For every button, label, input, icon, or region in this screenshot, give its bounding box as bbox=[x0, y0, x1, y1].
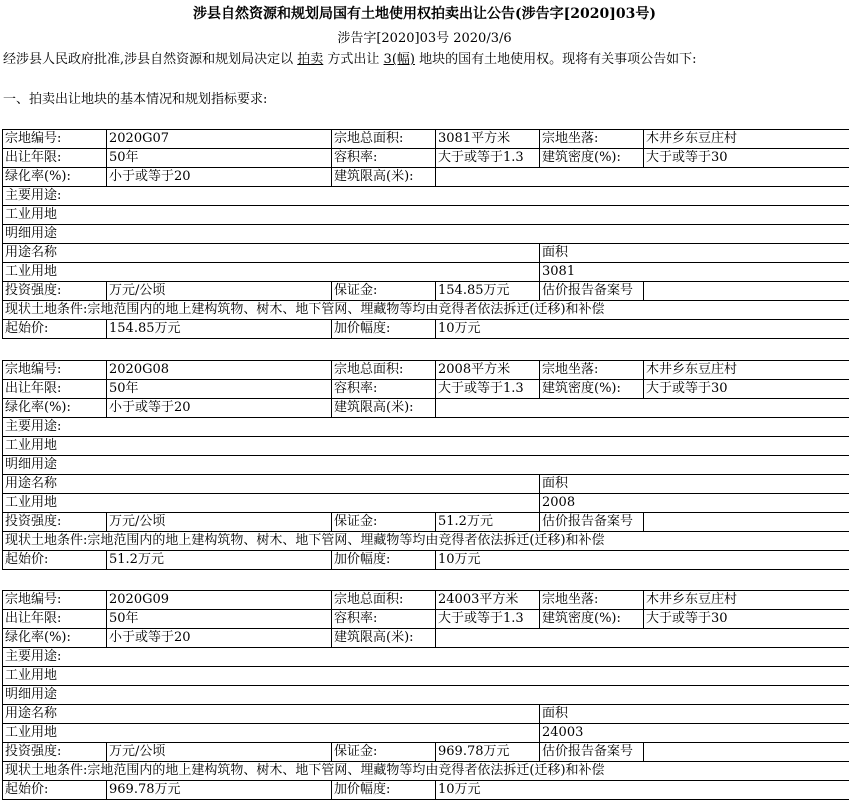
label-far: 容积率: bbox=[332, 149, 436, 168]
table-row bbox=[3, 225, 849, 244]
document-number-date: 涉告字[2020]03号 2020/3/6 bbox=[337, 31, 512, 46]
increment-value: 10万元 bbox=[436, 781, 849, 800]
label-total-area: 宗地总面积: bbox=[332, 130, 436, 149]
term-value: 50年 bbox=[107, 610, 332, 629]
far-value: 大于或等于1.3 bbox=[436, 610, 540, 629]
label-parcel-no: 宗地编号: bbox=[3, 130, 107, 149]
area-value: 2008 bbox=[540, 494, 849, 513]
investment-value: 万元/公顷 bbox=[107, 282, 332, 301]
label-detail-use: 明细用途 bbox=[3, 225, 849, 244]
table-row bbox=[3, 629, 849, 648]
table-row bbox=[3, 610, 849, 629]
label-height: 建筑限高(米): bbox=[332, 399, 436, 418]
table-row bbox=[3, 591, 849, 610]
label-deposit: 保证金: bbox=[332, 743, 436, 762]
parcel-no-value: 2020G08 bbox=[107, 361, 332, 380]
label-use-name: 用途名称 bbox=[3, 475, 540, 494]
green-value: 小于或等于20 bbox=[107, 629, 332, 648]
status-row bbox=[3, 762, 849, 781]
table-row bbox=[3, 149, 849, 168]
label-location: 宗地坐落: bbox=[540, 591, 644, 610]
table-row bbox=[3, 494, 849, 513]
table-row bbox=[3, 456, 849, 475]
deposit-value: 51.2万元 bbox=[436, 513, 540, 532]
label-total-area: 宗地总面积: bbox=[332, 361, 436, 380]
label-appraisal: 估价报告备案号 bbox=[540, 513, 644, 532]
label-density: 建筑密度(%): bbox=[540, 380, 644, 399]
label-area: 面积 bbox=[540, 244, 849, 263]
label-term: 出让年限: bbox=[3, 610, 107, 629]
table-row bbox=[3, 667, 849, 686]
label-appraisal: 估价报告备案号 bbox=[540, 282, 644, 301]
term-value: 50年 bbox=[107, 149, 332, 168]
parcel-no-value: 2020G09 bbox=[107, 591, 332, 610]
label-deposit: 保证金: bbox=[332, 513, 436, 532]
main-use-value: 工业用地 bbox=[3, 206, 849, 225]
start-price-value: 154.85万元 bbox=[107, 320, 332, 339]
label-area: 面积 bbox=[540, 475, 849, 494]
table-row bbox=[3, 168, 849, 187]
height-value bbox=[436, 168, 849, 187]
label-far: 容积率: bbox=[332, 610, 436, 629]
table-row bbox=[3, 743, 849, 762]
green-value: 小于或等于20 bbox=[107, 399, 332, 418]
label-start-price: 起始价: bbox=[3, 551, 107, 570]
label-status: 现状土地条件: bbox=[5, 763, 88, 778]
table-row bbox=[3, 130, 849, 149]
total-area-value: 3081平方米 bbox=[436, 130, 540, 149]
label-area: 面积 bbox=[540, 705, 849, 724]
area-value: 3081 bbox=[540, 263, 849, 282]
label-start-price: 起始价: bbox=[3, 320, 107, 339]
label-green: 绿化率(%): bbox=[3, 629, 107, 648]
label-investment: 投资强度: bbox=[3, 513, 107, 532]
label-start-price: 起始价: bbox=[3, 781, 107, 800]
table-row bbox=[3, 418, 849, 437]
label-increment: 加价幅度: bbox=[332, 551, 436, 570]
parcel-count: 3(幅) bbox=[383, 52, 415, 67]
use-name-value: 工业用地 bbox=[3, 724, 540, 743]
label-investment: 投资强度: bbox=[3, 743, 107, 762]
intro-text-1: 经涉县人民政府批准,涉县自然资源和规划局决定以 bbox=[3, 52, 298, 67]
label-status: 现状土地条件: bbox=[5, 533, 88, 548]
page-title: 涉县自然资源和规划局国有土地使用权拍卖出让公告(涉告字[2020]03号) bbox=[193, 6, 656, 22]
label-main-use: 主要用途: bbox=[3, 418, 849, 437]
label-height: 建筑限高(米): bbox=[332, 168, 436, 187]
label-appraisal: 估价报告备案号 bbox=[540, 743, 644, 762]
table-row bbox=[3, 301, 849, 320]
density-value: 大于或等于30 bbox=[644, 149, 849, 168]
parcel-no-value: 2020G07 bbox=[107, 130, 332, 149]
table-row bbox=[3, 648, 849, 667]
table-row bbox=[3, 320, 849, 339]
label-parcel-no: 宗地编号: bbox=[3, 591, 107, 610]
table-row bbox=[3, 475, 849, 494]
density-value: 大于或等于30 bbox=[644, 610, 849, 629]
height-value bbox=[436, 629, 849, 648]
start-price-value: 51.2万元 bbox=[107, 551, 332, 570]
appraisal-value bbox=[644, 282, 849, 301]
term-value: 50年 bbox=[107, 380, 332, 399]
table-row bbox=[3, 437, 849, 456]
parcel-table bbox=[2, 590, 849, 800]
increment-value: 10万元 bbox=[436, 551, 849, 570]
status-value: 宗地范围内的地上建构筑物、树木、地下管网、埋藏物等均由竞得者依法拆迁(迁移)和补偿 bbox=[87, 533, 605, 548]
deposit-value: 969.78万元 bbox=[436, 743, 540, 762]
area-value: 24003 bbox=[540, 724, 849, 743]
label-increment: 加价幅度: bbox=[332, 320, 436, 339]
main-use-value: 工业用地 bbox=[3, 667, 849, 686]
label-use-name: 用途名称 bbox=[3, 244, 540, 263]
appraisal-value bbox=[644, 513, 849, 532]
intro-paragraph bbox=[3, 51, 696, 69]
label-green: 绿化率(%): bbox=[3, 168, 107, 187]
table-row bbox=[3, 781, 849, 800]
table-row bbox=[3, 206, 849, 225]
label-use-name: 用途名称 bbox=[3, 705, 540, 724]
parcel-table bbox=[2, 129, 849, 339]
label-deposit: 保证金: bbox=[332, 282, 436, 301]
far-value: 大于或等于1.3 bbox=[436, 149, 540, 168]
label-increment: 加价幅度: bbox=[332, 781, 436, 800]
far-value: 大于或等于1.3 bbox=[436, 380, 540, 399]
table-row bbox=[3, 532, 849, 551]
label-far: 容积率: bbox=[332, 380, 436, 399]
label-investment: 投资强度: bbox=[3, 282, 107, 301]
table-row bbox=[3, 399, 849, 418]
increment-value: 10万元 bbox=[436, 320, 849, 339]
label-term: 出让年限: bbox=[3, 380, 107, 399]
label-main-use: 主要用途: bbox=[3, 648, 849, 667]
label-main-use: 主要用途: bbox=[3, 187, 849, 206]
use-name-value: 工业用地 bbox=[3, 494, 540, 513]
investment-value: 万元/公顷 bbox=[107, 513, 332, 532]
green-value: 小于或等于20 bbox=[107, 168, 332, 187]
table-row bbox=[3, 724, 849, 743]
location-value: 木井乡东豆庄村 bbox=[644, 591, 849, 610]
table-row bbox=[3, 361, 849, 380]
use-name-value: 工业用地 bbox=[3, 263, 540, 282]
table-row bbox=[3, 513, 849, 532]
total-area-value: 2008平方米 bbox=[436, 361, 540, 380]
label-detail-use: 明细用途 bbox=[3, 456, 849, 475]
status-row bbox=[3, 301, 849, 320]
total-area-value: 24003平方米 bbox=[436, 591, 540, 610]
location-value: 木井乡东豆庄村 bbox=[644, 361, 849, 380]
table-row bbox=[3, 551, 849, 570]
status-row bbox=[3, 532, 849, 551]
table-row bbox=[3, 380, 849, 399]
label-status: 现状土地条件: bbox=[5, 302, 88, 317]
table-row bbox=[3, 705, 849, 724]
label-green: 绿化率(%): bbox=[3, 399, 107, 418]
table-row bbox=[3, 187, 849, 206]
intro-text-2: 方式出让 bbox=[323, 52, 384, 67]
label-height: 建筑限高(米): bbox=[332, 629, 436, 648]
main-use-value: 工业用地 bbox=[3, 437, 849, 456]
appraisal-value bbox=[644, 743, 849, 762]
table-row bbox=[3, 282, 849, 301]
start-price-value: 969.78万元 bbox=[107, 781, 332, 800]
sale-method: 拍卖 bbox=[297, 52, 324, 67]
status-value: 宗地范围内的地上建构筑物、树木、地下管网、埋藏物等均由竞得者依法拆迁(迁移)和补偿 bbox=[87, 302, 605, 317]
height-value bbox=[436, 399, 849, 418]
parcel-table bbox=[2, 360, 849, 570]
label-detail-use: 明细用途 bbox=[3, 686, 849, 705]
deposit-value: 154.85万元 bbox=[436, 282, 540, 301]
label-term: 出让年限: bbox=[3, 149, 107, 168]
label-parcel-no: 宗地编号: bbox=[3, 361, 107, 380]
investment-value: 万元/公顷 bbox=[107, 743, 332, 762]
label-density: 建筑密度(%): bbox=[540, 149, 644, 168]
table-row bbox=[3, 263, 849, 282]
label-density: 建筑密度(%): bbox=[540, 610, 644, 629]
label-location: 宗地坐落: bbox=[540, 130, 644, 149]
location-value: 木井乡东豆庄村 bbox=[644, 130, 849, 149]
table-row bbox=[3, 244, 849, 263]
label-location: 宗地坐落: bbox=[540, 361, 644, 380]
table-row bbox=[3, 762, 849, 781]
table-row bbox=[3, 686, 849, 705]
status-value: 宗地范围内的地上建构筑物、树木、地下管网、埋藏物等均由竞得者依法拆迁(迁移)和补偿 bbox=[87, 763, 605, 778]
section-heading: 一、拍卖出让地块的基本情况和规划指标要求: bbox=[3, 92, 268, 107]
label-total-area: 宗地总面积: bbox=[332, 591, 436, 610]
intro-text-3: 地块的国有土地使用权。现将有关事项公告如下: bbox=[414, 52, 697, 67]
density-value: 大于或等于30 bbox=[644, 380, 849, 399]
